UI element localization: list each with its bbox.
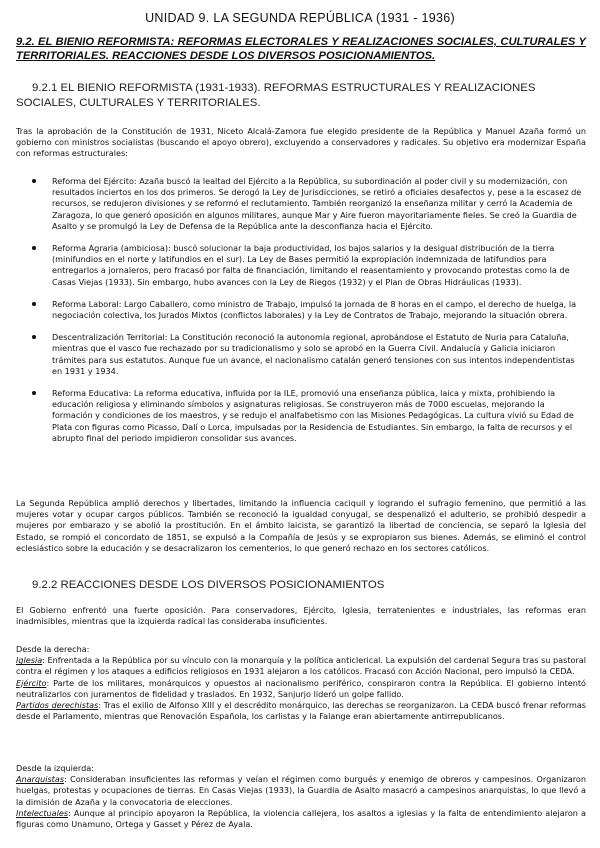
subsection-heading-2: 9.2.2 REACCIONES DESDE LOS DIVERSOS POSICIONAMIENTOS xyxy=(32,579,385,591)
right-item-parties xyxy=(16,700,586,722)
reforms-list xyxy=(40,176,582,455)
reform-labor-item: Reforma Laboral: Largo Caballero, como ministro de Trabajo, impulsó la jornada de 8 horas en el campo, el derecho de huelga, la negociación colectiva, los Jurados Mixtos (conflictos laborales) y la Ley de Contratos de Trabajo, mejorando la situación obrera. xyxy=(40,299,582,321)
left-reactions xyxy=(16,763,586,830)
right-reactions xyxy=(16,644,586,722)
left-item-intellectuals xyxy=(16,808,586,830)
item-label: Ejército xyxy=(16,677,47,688)
subsection-heading-1: 9.2.1 EL BIENIO REFORMISTA (1931-1933). REFORMAS ESTRUCTURALES Y REALIZACIONES SOCIALES, CULTURALES Y TERRITORIALES. xyxy=(16,82,536,109)
intro-paragraph: Tras la aprobación de la Constitución de 1931, Niceto Alcalá-Zamora fue elegido presidente de la República y Manuel Azaña formó un gobierno con ministros socialistas (buscando el apoyo obrero), excluyendo a conservadores y radicales. Su objetivo era modernizar España con reformas estructurales: xyxy=(16,126,586,159)
opposition-paragraph: El Gobierno enfrentó una fuerte oposición. Para conservadores, Ejército, Iglesia, terratenientes e industriales, las reformas eran inadmisibles, mientras que la izquierda radical las consideraba insuficientes. xyxy=(16,605,586,627)
right-item-church xyxy=(16,655,586,677)
right-reactions-title: Desde la derecha: xyxy=(16,644,90,654)
reform-agrarian-item: Reforma Agraria (ambiciosa): buscó solucionar la baja productividad, los bajos salarios y la desigual distribución de la tierra (minifundios en el norte y latifundios en el sur). La Ley de Bases permitió la expropiación indemnizada de latifundios para entregarlos a jornaleros, pero fracasó por falta de financiación, limitando el reasentamiento y provocando protestas como la de Casas Viejas (1933). Sin embargo, hubo avances con la Ley de Riegos (1932) y el Plan de Obras Hidráulicas (1933). xyxy=(40,243,582,288)
item-text: : Parte de los militares, monárquicos y opuestos al nacionalismo periférico, conspiraron contra la República. El gobierno intentó neutralizarlos con juramentos de fidelidad y traslados. En 1932, Sanjurjo lideró un golpe fallido. xyxy=(16,677,586,699)
unit-title: UNIDAD 9. LA SEGUNDA REPÚBLICA (1931 - 1936) xyxy=(145,11,455,25)
reform-education-item: Reforma Educativa: La reforma educativa, influida por la ILE, promovió una enseñanza pública, laica y mixta, prohibiendo la educación religiosa y eliminando símbolos y asignaturas religiosas. Se construyeron más de 7000 escuelas, mejorando la formación y condiciones de los maestros, y se redujo el analfabetismo con las Misiones Pedagógicas. La cultura vivió su Edad de Plata con figuras como Picasso, Dalí o Lorca, impulsadas por la Residencia de Estudiantes. Sin embargo, la falta de recursos y el abrupto final del periodo impidieron consolidar sus avances. xyxy=(40,388,582,444)
left-item-anarchists xyxy=(16,774,586,808)
reform-army-item: Reforma del Ejército: Azaña buscó la lealtad del Ejército a la República, su subordinación al poder civil y su modernización, con resultados inciertos en los dos primeros. Se derogó la Ley de Jurisdicciones, se retiró a oficiales desafectos y, pese a la escasez de recursos, se redujeron divisiones y se reformó el reclutamiento. También reorganizó la enseñanza militar y cerró la Academia de Zaragoza, lo que generó oposición en algunos militares, aunque Mar y Aire fueron mayoritariamente fieles. Se creó la Guardia de Asalto y se promulgó la Ley de Defensa de la República ante la desconfianza hacia el Ejército. xyxy=(40,176,582,232)
item-text: : Aunque al principio apoyaron la República, la violencia callejera, los asaltos a iglesias y la falta de entendimiento alejaron a figuras como Unamuno, Ortega y Gasset y Pérez de Ayala. xyxy=(16,807,586,830)
item-text: : Enfrentada a la República por su vínculo con la monarquía y la política anticlerical. La expulsión del cardenal Segura tras su pastoral contra el régimen y los ataques a edificios religiosos en 1931 alejaron a los católicos. Fracasó con Acción Nacional, pero impulsó la CEDA. xyxy=(16,655,586,677)
right-item-army xyxy=(16,678,586,700)
section-heading: 9.2. EL BIENIO REFORMISTA: REFORMAS ELECTORALES Y REALIZACIONES SOCIALES, CULTURALES Y TERRITORIALES. REACCIONES DESDE LOS DIVERSOS POSICIONAMIENTOS. xyxy=(16,36,586,62)
item-text: : Consideraban insuficientes las reformas y veían el régimen como burgués y enemigo de obreros y campesinos. Organizaron huelgas, protestas y ocupaciones de tierras. En Casas Viejas (1933), la Guardia de Asalto masacró a campesinos anarquistas, lo que llevó a la dimisión de Azaña y la convocatoria de elecciones. xyxy=(16,774,586,807)
reform-territorial-item: Descentralización Territorial: La Constitución reconoció la autonomía regional, aprobándose el Estatuto de Nuria para Cataluña, mientras que el vasco fue rechazado por su tradicionalismo y solo se aprobó en la Guerra Civil. Andalucía y Galicia iniciaron trámites para sus estatutos. Aunque fue un avance, el nacionalismo catalán generó tensiones con sus intentos independentistas en 1931 y 1934. xyxy=(40,332,582,377)
item-label: Iglesia xyxy=(16,655,43,666)
item-label: Anarquistas xyxy=(16,774,65,785)
rights-paragraph: La Segunda República amplió derechos y libertades, limitando la influencia caciquil y logrando el sufragio femenino, que permitió a las mujeres votar y ocupar cargos públicos. También se reconoció la igualdad conyugal, se despenalizó el adulterio, se prohibió despedir a mujeres por embarazo y se abolió la prostitución. En el ámbito laicista, se garantizó la libertad de conciencia, se separó la Iglesia del Estado, se rompió el concordato de 1851, se expulsó a la Compañía de Jesús y se expropiaron sus bienes. Además, se eliminó el control eclesiástico sobre la educación y se desacralizaron los cementerios, lo que generó rechazo en los sectores católicos. xyxy=(16,498,586,553)
left-reactions-title: Desde la izquierda: xyxy=(16,763,94,773)
item-label: Partidos derechistas xyxy=(16,700,99,711)
item-text: : Tras el exilio de Alfonso XIII y el descrédito monárquico, las derechas se reorganizaron. La CEDA buscó frenar reformas desde el Parlamento, mientras que Renovación Española, los carlistas y la Falange eran abiertamente antirrepublicanos. xyxy=(16,700,587,722)
item-label: Intelectuales xyxy=(16,807,69,818)
